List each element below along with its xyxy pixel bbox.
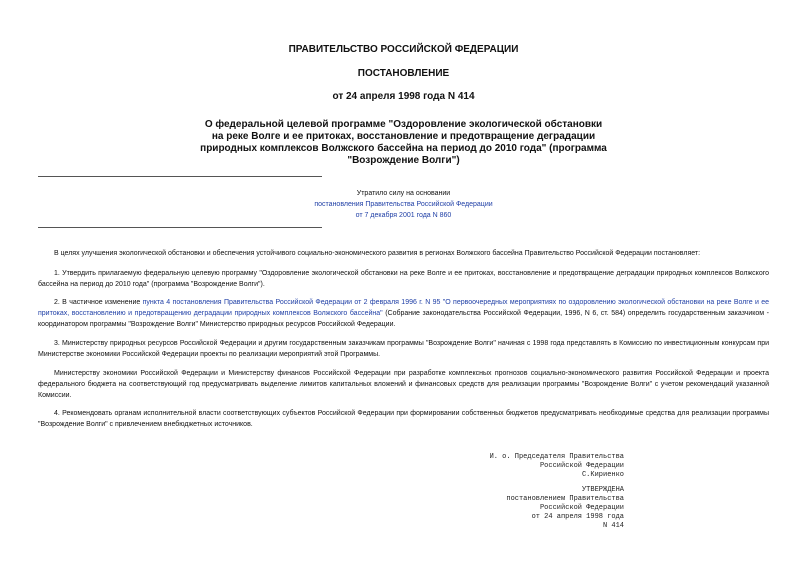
approval-number: N 414 bbox=[602, 522, 624, 530]
paragraph-1 bbox=[38, 268, 769, 290]
document-type-heading: ПОСТАНОВЛЕНИЕ bbox=[357, 68, 450, 79]
paragraph-3-continued-text: Министерству экономики Российской Федерации и Министерству финансов Российской Федерации при разработке комплексных прогнозов социально-экономического развития Российской Федерации и проекта федерального бюджета на соответствующий год предусматривать выделение лимитов капитальных вложений и финансовых средств для реализации программы "Возрождение Волги" с учетом рекомендаций указанной Комиссии. bbox=[38, 370, 769, 399]
paragraph-3-text: 3. Министерству природных ресурсов Российской Федерации и другим государственным заказчикам программы "Возрождение Волги" начиная с 1998 года представлять в Комиссию по инвестиционным конкурсам при Министерстве экономики Российской Федерации проекты по реализации мероприятий этой Программы. bbox=[38, 340, 769, 358]
paragraph-2-link[interactable]: пункта 4 постановления Правительства Российской Федерации от 2 февраля 1996 г. N 95 "О первоочередных мероприятиях по оздоровлению экологической обстановки на реке Волге и ее притоках, восстановлению и предотвращению деградации природных комплексов Волжского бассейна" bbox=[38, 299, 769, 317]
paragraph-2 bbox=[38, 297, 769, 330]
signature-position: И. о. Председателя Правительства bbox=[489, 453, 624, 461]
signature-name: С.Кириенко bbox=[581, 471, 624, 479]
document-title: О федеральной целевой программе "Оздоровление экологической обстановки на реке Волге и ее притоках, восстановление и предотвращение деградации природных комплексов Волжского бассейна на период до 2010 года" (программа "Возрождение Волги") bbox=[200, 119, 607, 166]
paragraph-2-text-after: (Собрание законодательства Российской Федерации, 1996, N 6, ст. 584) определить государственным заказчиком - координатором программы "Возрождение Волги" Министерство природных ресурсов Российской Федерации. bbox=[38, 310, 769, 328]
approval-date: от 24 апреля 1998 года bbox=[531, 513, 624, 521]
approval-block bbox=[440, 486, 624, 531]
paragraph-2-text-before: 2. В частичное изменение bbox=[54, 299, 143, 306]
government-heading: ПРАВИТЕЛЬСТВО РОССИЙСКОЙ ФЕДЕРАЦИИ bbox=[288, 44, 519, 55]
paragraph-4 bbox=[38, 408, 769, 430]
paragraph-3-continued bbox=[38, 368, 769, 401]
repeal-link-date[interactable]: от 7 декабря 2001 года N 860 bbox=[355, 212, 452, 219]
preamble-paragraph bbox=[38, 248, 769, 259]
divider-top bbox=[38, 176, 322, 177]
date-number-heading: от 24 апреля 1998 года N 414 bbox=[332, 91, 475, 102]
paragraph-3 bbox=[38, 338, 769, 360]
repeal-link-decree[interactable]: постановления Правительства Российской Федерации bbox=[314, 201, 493, 208]
signature-country: Российской Федерации bbox=[539, 462, 624, 470]
repeal-notice-text: Утратило силу на основании bbox=[356, 190, 451, 197]
approval-title: УТВЕРЖДЕНА bbox=[581, 486, 624, 494]
repeal-notice bbox=[268, 188, 539, 221]
signature-block bbox=[440, 453, 624, 480]
approval-country: Российской Федерации bbox=[539, 504, 624, 512]
paragraph-1-text: 1. Утвердить прилагаемую федеральную целевую программу "Оздоровление экологической обстановки на реке Волге и ее притоках, восстановление и предотвращение деградации природных комплексов Волжского бассейна на период до 2010 года" (программа "Возрождение Волги"). bbox=[38, 270, 769, 288]
preamble-text: В целях улучшения экологической обстановки и обеспечения устойчивого социально-экономического развития в регионах Волжского бассейна Правительство Российской Федерации постановляет: bbox=[54, 250, 701, 257]
paragraph-4-text: 4. Рекомендовать органам исполнительной власти соответствующих субъектов Российской Федерации при формировании собственных бюджетов предусматривать необходимые средства для реализации программы "Возрождение Волги" с привлечением внебюджетных источников. bbox=[38, 410, 769, 428]
divider-bottom bbox=[38, 227, 322, 228]
approval-by: постановлением Правительства bbox=[506, 495, 624, 503]
